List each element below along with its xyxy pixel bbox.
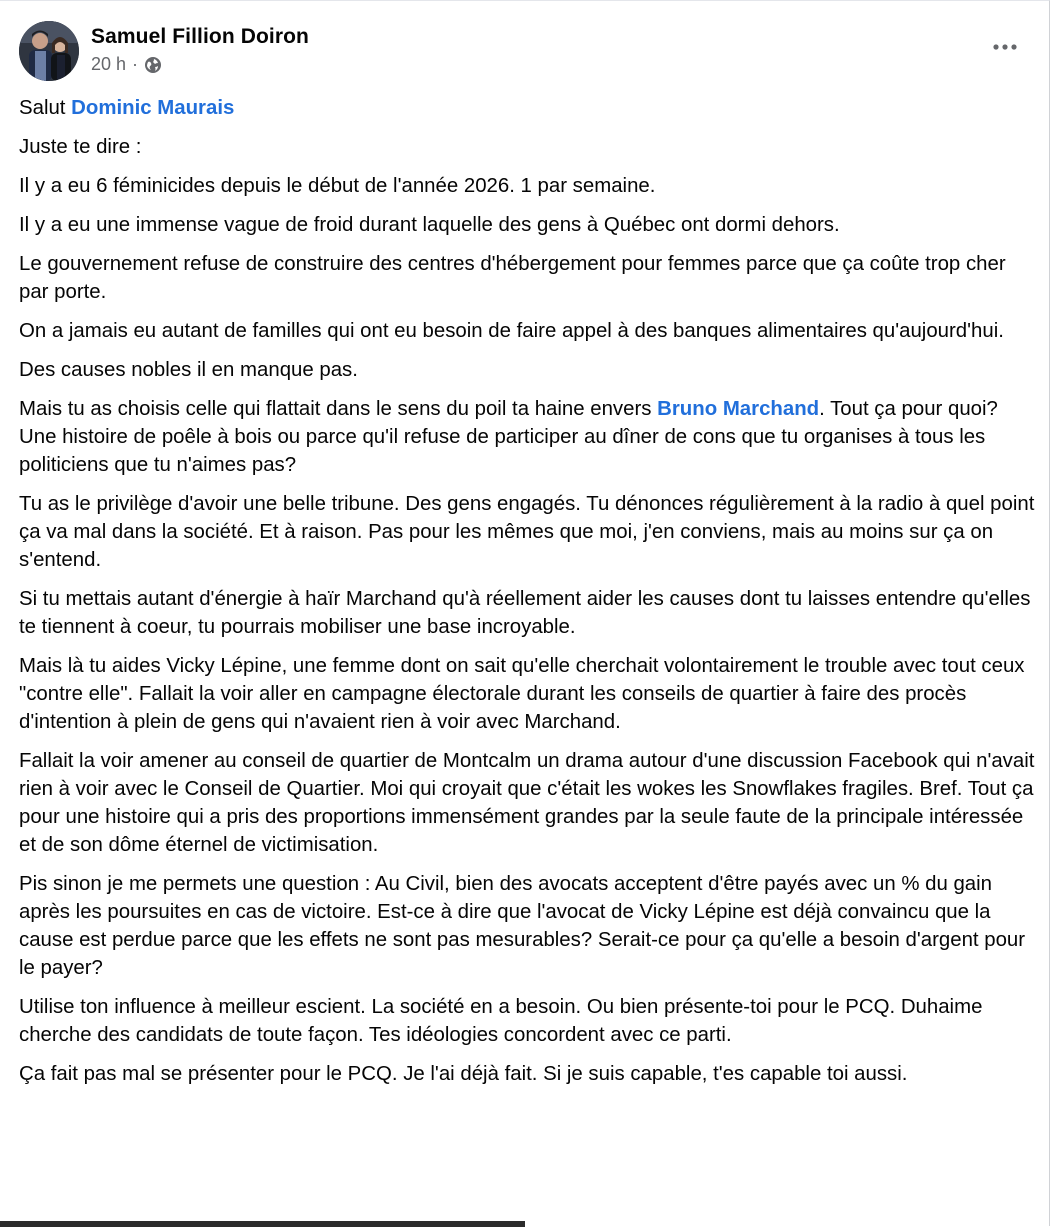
post-header bbox=[19, 21, 1029, 83]
paragraph-text: . Tout ça pour quoi? Une histoire de poêle à bois ou parce qu'il refuse de participer au dîner de cons que tu organises à tous les politiciens que tu n'aimes pas? bbox=[19, 398, 998, 476]
post-paragraph: Fallait la voir amener au conseil de quartier de Montcalm un drama autour d'une discussion Facebook qui n'avait rien à voir avec le Conseil de Quartier. Moi qui croyait que c'était les wokes les Snowflakes fragiles. Bref. Tout ça pour une histoire qui a pris des proportions immensément grandes par la seule faute de la principale intéressée et de son dôme éternel de victimisation. bbox=[19, 750, 1035, 856]
mention-dominic-maurais[interactable]: Dominic Maurais bbox=[71, 97, 235, 119]
post-paragraph bbox=[19, 94, 1039, 122]
post-paragraph: Pis sinon je me permets une question : Au Civil, bien des avocats acceptent d'être payés avec un % du gain après les poursuites en cas de victoire. Est-ce à dire que l'avocat de Vicky Lépine est déjà convaincu que la cause est perdue parce que les effets ne sont pas mesurables? Serait-ce pour ça qu'elle a besoin d'argent pour le payer? bbox=[19, 873, 1026, 979]
mention-bruno-marchand[interactable]: Bruno Marchand bbox=[657, 398, 820, 420]
post-body bbox=[19, 94, 1039, 1099]
more-options-icon[interactable] bbox=[987, 33, 1023, 61]
post-paragraph: Des causes nobles il en manque pas. bbox=[19, 359, 358, 381]
paragraph-text: Mais tu as choisis celle qui flattait dans le sens du poil ta haine envers bbox=[19, 398, 658, 420]
post-meta bbox=[91, 54, 162, 75]
post-paragraph: Le gouvernement refuse de construire des centres d'hébergement pour femmes parce que ça coûte trop cher par porte. bbox=[19, 253, 1006, 303]
globe-icon[interactable] bbox=[144, 56, 162, 74]
post-paragraph: Il y a eu 6 féminicides depuis le début de l'année 2026. 1 par semaine. bbox=[19, 175, 656, 197]
post-paragraph: Mais là tu aides Vicky Lépine, une femme dont on sait qu'elle cherchait volontairement le trouble avec tout ceux "contre elle". Fallait la voir aller en campagne électorale durant les conseils de quartier à faire des procès d'intention à plein de gens qui n'avaient rien à voir avec Marchand. bbox=[19, 655, 1025, 733]
post-paragraph: Ça fait pas mal se présenter pour le PCQ. Je l'ai déjà fait. Si je suis capable, t'es capable toi aussi. bbox=[19, 1063, 908, 1085]
greeting-text: Salut bbox=[19, 97, 66, 119]
post-timestamp[interactable]: 20 h bbox=[91, 54, 127, 74]
post-paragraph: Il y a eu une immense vague de froid durant laquelle des gens à Québec ont dormi dehors. bbox=[19, 214, 840, 236]
bottom-edge-bar bbox=[0, 1221, 525, 1227]
author-name[interactable]: Samuel Fillion Doiron bbox=[91, 25, 309, 48]
author-avatar[interactable] bbox=[19, 21, 79, 81]
post-paragraph: Tu as le privilège d'avoir une belle tribune. Des gens engagés. Tu dénonces régulièrement à la radio à quel point ça va mal dans la société. Et à raison. Pas pour les mêmes que moi, j'en conviens, mais au moins sur ça on s'entend. bbox=[19, 493, 1035, 571]
post-paragraph: Juste te dire : bbox=[19, 136, 142, 158]
meta-separator: · bbox=[132, 54, 139, 74]
avatar-photo bbox=[19, 21, 79, 81]
post-paragraph: Utilise ton influence à meilleur escient. La société en a besoin. Ou bien présente-toi pour le PCQ. Duhaime cherche des candidats de toute façon. Tes idéologies concordent avec ce parti. bbox=[19, 996, 983, 1046]
post-paragraph: On a jamais eu autant de familles qui ont eu besoin de faire appel à des banques alimentaires qu'aujourd'hui. bbox=[19, 320, 1004, 342]
post-paragraph bbox=[19, 395, 1039, 479]
post-paragraph: Si tu mettais autant d'énergie à haïr Marchand qu'à réellement aider les causes dont tu laisses entendre qu'elles te tiennent à coeur, tu pourrais mobiliser une base incroyable. bbox=[19, 588, 1031, 638]
